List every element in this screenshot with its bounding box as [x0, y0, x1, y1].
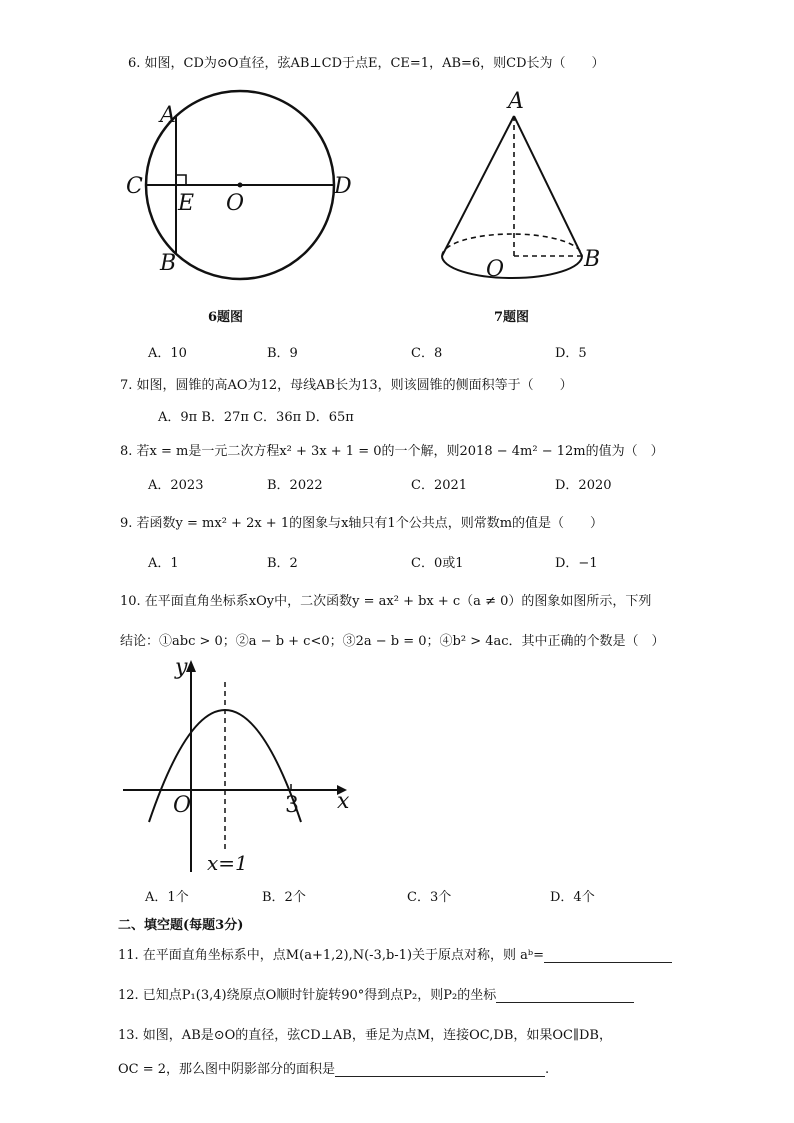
graph-label-origin: O	[173, 793, 192, 818]
fig7-label-B: B	[584, 247, 601, 272]
section-2-title: 二、填空题(每题3分)	[118, 918, 244, 933]
q13-text-line1: 13. 如图，AB是⊙O的直径，弦CD⊥AB，垂足为点M，连接OC,DB，如果OC∥DB，	[118, 1028, 612, 1043]
q8-option-c: C．2021	[411, 478, 468, 493]
q6-option-a: A．10	[148, 346, 187, 361]
fig6-label-B: B	[160, 251, 177, 276]
q6-text: 6. 如图，CD为⊙O直径，弦AB⊥CD于点E，CE=1，AB=6，则CD长为（ ）	[128, 56, 605, 71]
fig6-label-A: A	[160, 103, 176, 128]
q13-text-line2: OC = 2，那么图中阴影部分的面积是	[118, 1062, 336, 1077]
fig6-label-E: E	[178, 191, 195, 216]
q6-option-b: B．9	[267, 346, 298, 361]
fig7-caption: 7题图	[494, 310, 530, 325]
q9-option-d: D．−1	[555, 556, 598, 571]
q13-answer-blank[interactable]	[335, 1062, 545, 1077]
q8-text: 8. 若x = m是一元二次方程x² + 3x + 1 = 0的一个解，则2018 − 4m² − 12m的值为（ ）	[120, 444, 664, 459]
fig7-label-O: O	[486, 257, 505, 282]
q8-option-d: D．2020	[555, 478, 612, 493]
q7-options: A．9π B．27π C．36π D．65π	[158, 410, 354, 425]
q6-option-d: D．5	[555, 346, 587, 361]
q9-option-b: B．2	[267, 556, 298, 571]
q10-option-d: D．4个	[550, 890, 595, 905]
q9-text: 9. 若函数y = mx² + 2x + 1的图象与x轴只有1个公共点，则常数m的值是（ ）	[120, 516, 604, 531]
graph-label-y: y	[175, 655, 188, 680]
q10-option-c: C．3个	[407, 890, 452, 905]
fig6-caption: 6题图	[208, 310, 244, 325]
q9-option-a: A．1	[148, 556, 179, 571]
figure-7-cone	[430, 86, 610, 286]
q8-option-b: B．2022	[267, 478, 323, 493]
q10-text-line1: 10. 在平面直角坐标系xOy中，二次函数y = ax² + bx + c（a ≠ 0）的图象如图所示，下列	[120, 594, 652, 609]
fig6-label-D: D	[334, 174, 352, 199]
q12-text: 12. 已知点P₁(3,4)绕原点O顺时针旋转90°得到点P₂，则P₂的坐标	[118, 988, 497, 1003]
q11-line	[118, 944, 672, 963]
q12-answer-blank[interactable]	[496, 988, 634, 1003]
q10-option-b: B．2个	[262, 890, 306, 905]
graph-label-x: x	[337, 789, 350, 814]
q11-text: 11. 在平面直角坐标系中，点M(a+1,2),N(-3,b-1)关于原点对称，则 aᵇ=	[118, 948, 544, 963]
fig6-label-C: C	[126, 174, 143, 199]
q12-line	[118, 984, 634, 1003]
q7-text: 7. 如图，圆锥的高AO为12，母线AB长为13，则该圆锥的侧面积等于（ ）	[120, 378, 573, 393]
fig7-label-A: A	[508, 89, 524, 114]
q13-line2	[118, 1058, 549, 1077]
q10-text-line2: 结论：①abc > 0；②a − b + c<0；③2a − b = 0；④b² > 4ac．其中正确的个数是（ ）	[120, 634, 665, 649]
q6-option-c: C．8	[411, 346, 443, 361]
figure-6-circle	[120, 80, 370, 300]
q11-answer-blank[interactable]	[544, 948, 672, 963]
figure-10-parabola	[115, 652, 365, 882]
fig6-label-O: O	[226, 191, 245, 216]
graph-label-three: 3	[285, 793, 299, 818]
graph-label-axis: x=1	[207, 851, 248, 875]
q10-option-a: A．1个	[145, 890, 189, 905]
q9-option-c: C．0或1	[411, 556, 464, 571]
q13-end: .	[545, 1062, 550, 1077]
q8-option-a: A．2023	[148, 478, 204, 493]
